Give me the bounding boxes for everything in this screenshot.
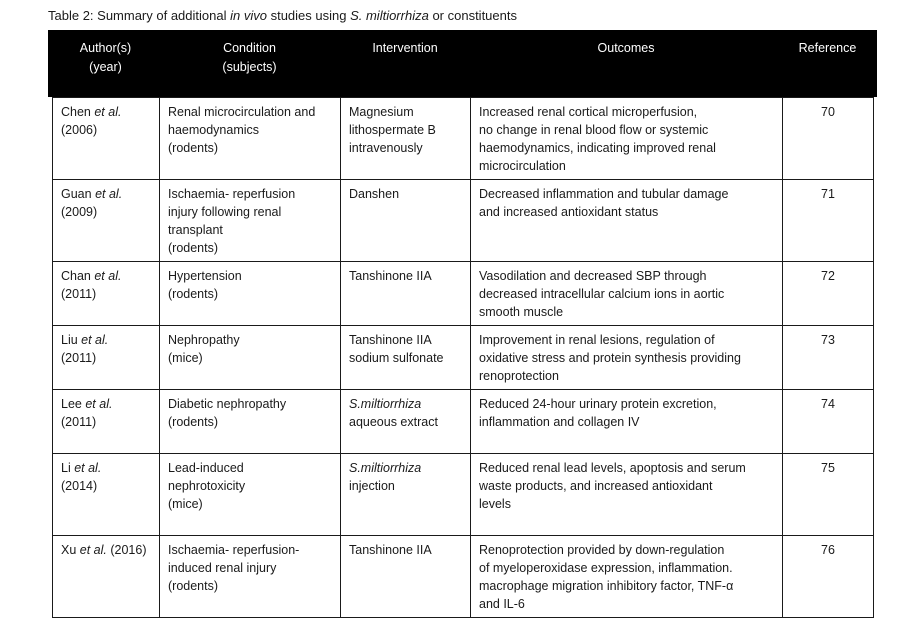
condition-cell: Renal microcirculation and haemodynamics (rodents) — [160, 98, 341, 180]
author-cell: Lee et al. (2011) — [53, 390, 160, 454]
outcomes-cell: Improvement in renal lesions, regulation of oxidative stress and protein synthesis providing renoprotection — [471, 326, 783, 390]
intervention-cell: Danshen — [341, 180, 471, 262]
table-row — [53, 454, 874, 536]
condition-cell: Hypertension (rodents) — [160, 262, 341, 326]
outcomes-cell: Increased renal cortical microperfusion, no change in renal blood flow or systemic haemodynamics, indicating improved renal microcirculation — [471, 98, 783, 180]
outcomes-cell: Decreased inflammation and tubular damage and increased antioxidant status — [471, 180, 783, 262]
author-cell: Guan et al. (2009) — [53, 180, 160, 262]
column-header-condition: Condition (subjects) — [222, 41, 277, 74]
table-row — [53, 180, 874, 262]
intervention-cell: Tanshinone IIA — [341, 536, 471, 618]
outcomes-cell: Renoprotection provided by down-regulation of myeloperoxidase expression, inflammation. macrophage migration inhibitory factor, TNF-α and IL-6 — [471, 536, 783, 618]
table-row — [53, 536, 874, 618]
outcomes-cell: Reduced 24-hour urinary protein excretion, inflammation and collagen IV — [471, 390, 783, 454]
condition-cell: Ischaemia- reperfusion- induced renal injury (rodents) — [160, 536, 341, 618]
reference-cell: 72 — [783, 262, 874, 326]
intervention-cell: Tanshinone IIA — [341, 262, 471, 326]
column-header-intervention: Intervention — [372, 41, 438, 55]
column-header-reference: Reference — [798, 41, 857, 55]
table-caption: Table 2: Summary of additional in vivo studies using S. miltiorrhiza or constituents — [48, 8, 517, 23]
intervention-cell: Magnesium lithospermate B intravenously — [341, 98, 471, 180]
author-cell: Xu et al. (2016) — [53, 536, 160, 618]
condition-cell: Nephropathy (mice) — [160, 326, 341, 390]
table-row — [53, 98, 874, 180]
table-header-row — [48, 30, 877, 97]
condition-cell: Ischaemia- reperfusion injury following renal transplant (rodents) — [160, 180, 341, 262]
author-cell: Liu et al. (2011) — [53, 326, 160, 390]
column-header-authors: Author(s) (year) — [79, 41, 132, 74]
reference-cell: 73 — [783, 326, 874, 390]
intervention-cell: S.miltiorrhiza aqueous extract — [341, 390, 471, 454]
reference-cell: 71 — [783, 180, 874, 262]
reference-cell: 74 — [783, 390, 874, 454]
author-cell: Li et al. (2014) — [53, 454, 160, 536]
table-row — [53, 390, 874, 454]
intervention-cell: Tanshinone IIA sodium sulfonate — [341, 326, 471, 390]
reference-cell: 75 — [783, 454, 874, 536]
column-header-outcomes: Outcomes — [597, 41, 655, 55]
table-row — [53, 262, 874, 326]
author-cell: Chan et al. (2011) — [53, 262, 160, 326]
table-row — [53, 326, 874, 390]
reference-cell: 76 — [783, 536, 874, 618]
condition-cell: Diabetic nephropathy (rodents) — [160, 390, 341, 454]
studies-table — [52, 97, 874, 618]
intervention-cell: S.miltiorrhiza injection — [341, 454, 471, 536]
condition-cell: Lead-induced nephrotoxicity (mice) — [160, 454, 341, 536]
author-cell: Chen et al. (2006) — [53, 98, 160, 180]
outcomes-cell: Vasodilation and decreased SBP through decreased intracellular calcium ions in aortic smooth muscle — [471, 262, 783, 326]
reference-cell: 70 — [783, 98, 874, 180]
outcomes-cell: Reduced renal lead levels, apoptosis and serum waste products, and increased antioxidant levels — [471, 454, 783, 536]
